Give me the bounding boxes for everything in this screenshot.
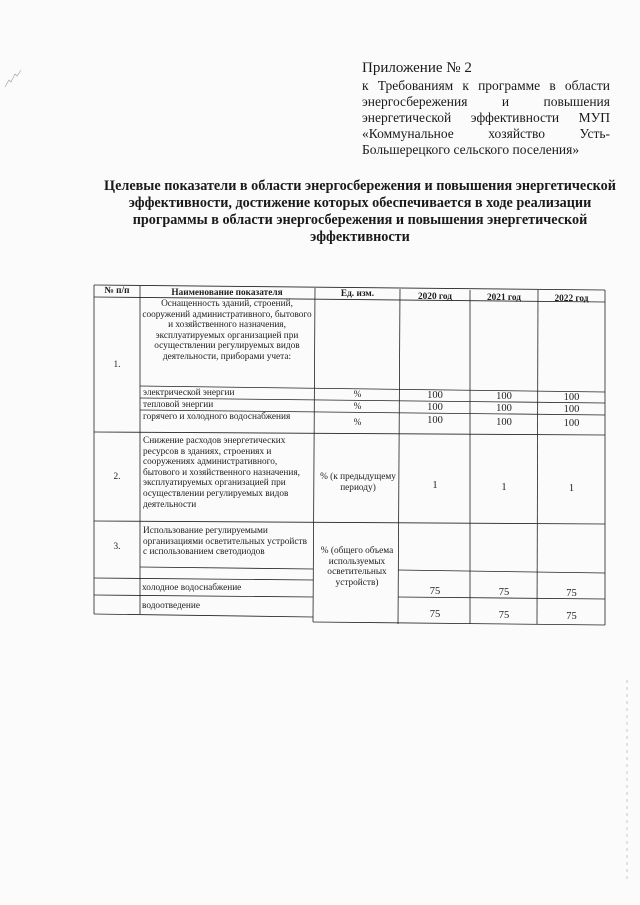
row3-sub1-2021: 75	[498, 587, 510, 598]
header-2020: 2020 год	[418, 292, 452, 302]
row3-sub1-name: холодное водоснабжение	[142, 583, 242, 593]
row2-num: 2.	[113, 472, 121, 482]
row1-sub1-2020: 100	[427, 390, 443, 401]
row1-sub2-name: тепловой энергии	[143, 400, 214, 410]
row1-name: Оснащенность зданий, строений, сооружений административного, бытового и хозяйственного назначения, эксплуатируемых организацией при осуществлении регулируемых видов деятельности, приборами учета:	[142, 299, 312, 362]
appendix-number: Приложение № 2	[362, 60, 472, 76]
row2-2022: 1	[568, 483, 575, 494]
row1-sub1-2021: 100	[496, 391, 512, 402]
row1-sub1-name: электрической энергии	[143, 388, 235, 398]
row3-sub1-2020: 75	[429, 586, 441, 597]
appendix-text: к Требованиям к программе в области энергосбережения и повышения энергетической эффективности МУП «Коммунальное хозяйство Усть-Большерецкого сельского поселения»	[362, 78, 610, 157]
header-2022: 2022 год	[554, 294, 589, 304]
row2-unit: % (к предыдущему периоду)	[320, 472, 396, 493]
row3-unit: % (общего объема используемых осветительных устройств)	[320, 546, 394, 588]
row3-sub2-name: водоотведение	[142, 601, 200, 611]
row1-num: 1.	[113, 360, 121, 370]
header-unit: Ед. изм.	[340, 289, 375, 299]
document-heading: Целевые показатели в области энергосбережения и повышения энергетической эффективности, достижение которых обеспечивается в ходе реализации программы в области энергосбережения и повышения энергетической эффективности	[104, 178, 616, 245]
row1-sub3-2022: 100	[563, 418, 580, 429]
row2-2021: 1	[501, 482, 507, 493]
row3-sub1-2022: 75	[566, 588, 577, 599]
row3-num: 3.	[113, 542, 121, 552]
row1-sub3-2021: 100	[496, 417, 512, 428]
header-2021: 2021 год	[487, 293, 521, 303]
header-num: № п/п	[104, 286, 130, 296]
row2-2020: 1	[432, 480, 438, 491]
header-name: Наименование показателя	[171, 288, 283, 298]
row1-sub2-2022: 100	[563, 404, 580, 415]
row3-name: Использование регулируемыми организациями осветительных устройств с использованием светодиодов	[143, 526, 307, 558]
row1-sub2-2020: 100	[427, 402, 443, 413]
row1-sub1-2022: 100	[563, 392, 580, 403]
row1-sub3-2020: 100	[427, 415, 443, 426]
row1-sub2-2021: 100	[496, 403, 512, 414]
row1-sub1-unit: %	[353, 390, 362, 400]
row1-sub3-name: горячего и холодного водоснабжения	[143, 412, 291, 422]
row1-sub3-unit: %	[353, 418, 362, 428]
row3-sub2-2022: 75	[566, 611, 577, 622]
row3-sub2-2020: 75	[429, 609, 441, 620]
row2-name: Снижение расходов энергетических ресурсов в зданиях, строениях и сооружениях административного, бытового и хозяйственного назначения, эксплуатируемых организацией при осуществлении регулируемых видов деятельности	[143, 436, 300, 510]
row3-sub2-2021: 75	[498, 610, 510, 621]
row1-sub2-unit: %	[353, 402, 362, 412]
